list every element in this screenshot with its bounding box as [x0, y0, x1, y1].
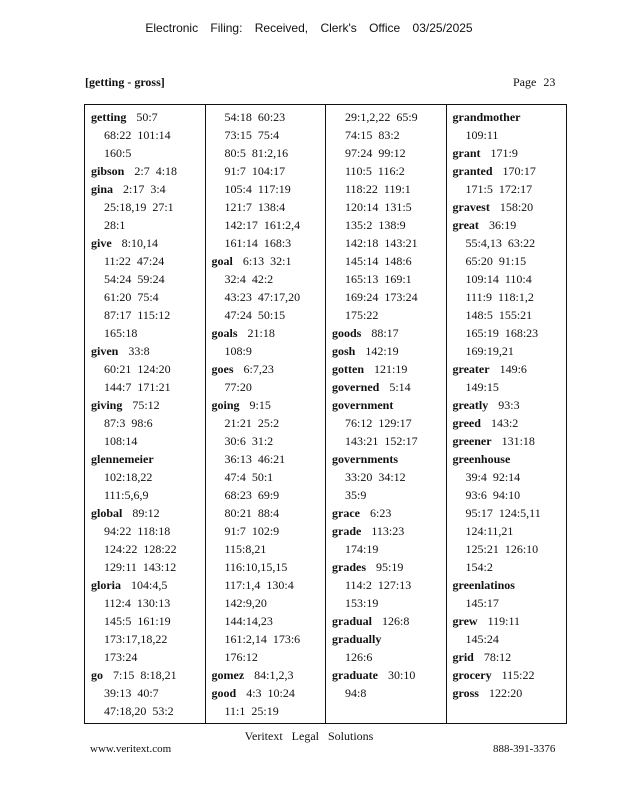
index-term: gina	[91, 182, 114, 196]
index-term: give	[91, 236, 112, 250]
index-term: goods	[332, 326, 362, 340]
index-entry	[453, 648, 567, 666]
index-term: greater	[452, 362, 490, 376]
index-refs-line: 47:24 50:15	[224, 308, 286, 322]
index-refs: 6:23	[369, 506, 392, 520]
index-term: given	[91, 344, 119, 358]
word-index-table	[84, 104, 567, 724]
index-entry	[91, 180, 205, 198]
index-refs-line: 161:2,14 173:6	[224, 632, 301, 646]
index-refs-line: 47:4 50:1	[224, 470, 274, 484]
index-refs: 21:18	[247, 326, 275, 340]
index-entry	[453, 576, 567, 594]
index-entry	[332, 450, 446, 468]
index-refs-line: 39:4 92:14	[465, 470, 521, 484]
index-refs-line: 165:13 169:1	[345, 272, 412, 286]
index-refs-line: 28:1	[104, 218, 126, 232]
index-term: grant	[452, 146, 481, 160]
index-refs: 6:13 32:1	[242, 254, 292, 268]
index-refs-line: 169:24 173:24	[345, 290, 418, 304]
index-refs: 171:9	[490, 146, 518, 160]
index-refs-line: 173:17,18,22	[104, 632, 168, 646]
index-refs: 84:1,2,3	[254, 668, 294, 682]
index-refs-line: 118:22 119:1	[345, 182, 411, 196]
index-refs-line: 176:12	[224, 650, 258, 664]
index-refs-line: 160:5	[104, 146, 132, 160]
index-entry	[212, 684, 326, 702]
index-refs-line: 65:20 91:15	[465, 254, 527, 268]
index-refs: 36:19	[488, 218, 517, 232]
index-refs-line: 21:21 25:2	[224, 416, 280, 430]
index-term: greed	[452, 416, 481, 430]
index-refs-line: 149:15	[465, 380, 499, 394]
index-refs-line: 142:17 161:2,4	[224, 218, 301, 232]
index-entry	[453, 432, 567, 450]
index-entry	[212, 324, 326, 342]
index-term: grades	[332, 560, 366, 574]
index-entry	[332, 666, 446, 684]
index-refs-line: 173:24	[104, 650, 138, 664]
index-entry	[212, 360, 326, 378]
index-refs: 93:3	[498, 398, 520, 412]
index-refs-line: 117:1,4 130:4	[224, 578, 294, 592]
footer-phone: 888-391-3376	[493, 743, 556, 755]
index-refs: 158:20	[499, 200, 534, 214]
index-refs-line: 124:22 128:22	[104, 542, 177, 556]
index-range: [getting - gross]	[85, 75, 165, 89]
index-refs-line: 171:5 172:17	[465, 182, 533, 196]
index-refs-line: 153:19	[345, 596, 379, 610]
index-refs-line: 111:9 118:1,2	[465, 290, 534, 304]
index-refs-line: 116:10,15,15	[224, 560, 288, 574]
index-term: grid	[452, 650, 474, 664]
index-refs-line: 126:6	[345, 650, 373, 664]
index-refs: 143:2	[490, 416, 519, 430]
index-term: government	[332, 398, 394, 412]
index-entry	[453, 198, 567, 216]
index-entry	[453, 360, 567, 378]
index-refs-line: 145:14 148:6	[345, 254, 412, 268]
index-entry	[91, 666, 205, 684]
index-refs-line: 165:18	[104, 326, 138, 340]
index-refs-line: 110:5 116:2	[345, 164, 405, 178]
index-entry	[332, 612, 446, 630]
index-entry	[453, 108, 567, 126]
index-term: glennemeier	[91, 452, 154, 466]
index-refs-line: 25:18,19 27:1	[104, 200, 174, 214]
index-term: goes	[211, 362, 234, 376]
index-entry	[453, 396, 567, 414]
index-refs-line: 165:19 168:23	[465, 326, 539, 340]
index-refs: 88:17	[371, 326, 399, 340]
index-refs: 9:15	[249, 398, 271, 412]
index-entry	[453, 216, 567, 234]
index-refs-line: 111:5,6,9	[104, 488, 149, 502]
index-refs-line: 142:18 143:21	[345, 236, 418, 250]
index-refs-line: 125:21 126:10	[465, 542, 539, 556]
index-refs-line: 61:20 75:4	[104, 290, 159, 304]
index-refs-line: 120:14 131:5	[345, 200, 412, 214]
index-term: greenlatinos	[452, 578, 515, 592]
index-refs: 89:12	[132, 506, 160, 520]
index-entry	[91, 234, 205, 252]
index-term: gloria	[91, 578, 121, 592]
index-refs-line: 55:4,13 63:22	[465, 236, 536, 250]
index-entry	[453, 684, 567, 702]
index-entry	[332, 504, 446, 522]
index-term: greener	[452, 434, 492, 448]
index-term: good	[211, 686, 237, 700]
index-term: gross	[452, 686, 479, 700]
index-refs-line: 77:20	[224, 380, 252, 394]
index-refs-line: 112:4 130:13	[104, 596, 171, 610]
index-refs-line: 43:23 47:17,20	[224, 290, 301, 304]
index-refs: 75:12	[132, 398, 160, 412]
index-entry	[332, 342, 446, 360]
index-refs: 8:10,14	[121, 236, 159, 250]
index-term: goals	[211, 326, 238, 340]
index-entry	[91, 108, 205, 126]
index-term: gomez	[211, 668, 245, 682]
index-refs: 170:17	[502, 164, 536, 178]
index-entry	[212, 396, 326, 414]
index-refs-line: 143:21 152:17	[345, 434, 418, 448]
index-entry	[332, 378, 446, 396]
index-term: graduate	[332, 668, 378, 682]
index-term: goal	[211, 254, 233, 268]
index-entry	[332, 360, 446, 378]
index-term: grocery	[452, 668, 492, 682]
index-refs: 149:6	[499, 362, 527, 376]
index-term: gotten	[332, 362, 364, 376]
index-refs-line: 169:19,21	[465, 344, 514, 358]
index-refs-line: 11:1 25:19	[224, 704, 279, 718]
index-term: governments	[332, 452, 398, 466]
index-refs-line: 30:6 31:2	[224, 434, 274, 448]
index-refs-line: 154:2	[465, 560, 493, 574]
index-refs-line: 145:24	[465, 632, 499, 646]
index-refs-line: 124:11,21	[465, 524, 514, 538]
index-refs-line: 174:19	[345, 542, 379, 556]
index-refs-line: 129:11 143:12	[104, 560, 177, 574]
index-refs-line: 29:1,2,22 65:9	[345, 110, 418, 124]
index-refs: 30:10	[388, 668, 416, 682]
index-refs-line: 145:5 161:19	[104, 614, 171, 628]
index-refs-line: 47:18,20 53:2	[104, 704, 174, 718]
index-refs-line: 94:22 118:18	[104, 524, 171, 538]
index-refs-line: 80:5 81:2,16	[224, 146, 289, 160]
index-refs: 4:3 10:24	[246, 686, 295, 700]
index-entry	[332, 396, 446, 414]
index-term: gosh	[332, 344, 356, 358]
index-refs-line: 32:4 42:2	[224, 272, 274, 286]
index-column-1	[85, 105, 206, 723]
index-refs: 119:11	[487, 614, 521, 628]
index-refs-line: 144:14,23	[224, 614, 273, 628]
index-refs: 142:19	[365, 344, 399, 358]
page-number: Page 23	[513, 75, 556, 89]
index-refs-line: 109:14 110:4	[465, 272, 532, 286]
index-refs-line: 161:14 168:3	[224, 236, 292, 250]
index-refs-line: 80:21 88:4	[224, 506, 280, 520]
index-refs: 33:8	[128, 344, 150, 358]
index-entry	[212, 666, 326, 684]
index-term: giving	[91, 398, 123, 412]
index-refs-line: 105:4 117:19	[224, 182, 291, 196]
index-entry	[332, 630, 446, 648]
index-entry	[212, 252, 326, 270]
index-refs-line: 68:23 69:9	[224, 488, 280, 502]
footer-company: Veritext Legal Solutions	[244, 729, 374, 743]
index-refs: 126:8	[382, 614, 410, 628]
index-refs-line: 148:5 155:21	[465, 308, 533, 322]
index-entry	[91, 342, 205, 360]
index-entry	[91, 576, 205, 594]
index-refs-line: 109:11	[465, 128, 499, 142]
index-refs: 5:14	[389, 380, 411, 394]
index-refs-line: 102:18,22	[104, 470, 153, 484]
index-refs-line: 11:22 47:24	[104, 254, 165, 268]
index-term: great	[452, 218, 479, 232]
index-term: grew	[452, 614, 478, 628]
index-refs: 104:4,5	[131, 578, 168, 592]
index-refs: 6:7,23	[243, 362, 274, 376]
index-term: grace	[332, 506, 360, 520]
index-refs-line: 36:13 46:21	[224, 452, 286, 466]
index-refs-line: 142:9,20	[224, 596, 267, 610]
index-term: getting	[91, 110, 127, 124]
index-term: going	[211, 398, 240, 412]
index-entry	[332, 324, 446, 342]
index-entry	[91, 504, 205, 522]
index-term: granted	[452, 164, 493, 178]
index-term: gradual	[332, 614, 373, 628]
index-refs-line: 39:13 40:7	[104, 686, 159, 700]
index-refs: 2:7 4:18	[134, 164, 178, 178]
index-refs: 115:22	[501, 668, 535, 682]
index-refs-line: 60:21 124:20	[104, 362, 171, 376]
index-refs-line: 91:7 102:9	[224, 524, 280, 538]
index-refs-line: 54:24 59:24	[104, 272, 165, 286]
index-term: gibson	[91, 164, 125, 178]
index-refs: 50:7	[136, 110, 158, 124]
index-term: global	[91, 506, 123, 520]
index-refs: 121:19	[374, 362, 408, 376]
index-refs-line: 145:17	[465, 596, 499, 610]
index-refs-line: 87:17 115:12	[104, 308, 171, 322]
index-column-4	[447, 105, 567, 723]
index-refs-line: 144:7 171:21	[104, 380, 171, 394]
index-term: greatly	[452, 398, 489, 412]
index-refs-line: 74:15 83:2	[345, 128, 400, 142]
index-entry	[453, 666, 567, 684]
index-entry	[91, 162, 205, 180]
index-refs: 7:15 8:18,21	[113, 668, 177, 682]
index-entry	[453, 144, 567, 162]
index-refs-line: 68:22 101:14	[104, 128, 171, 142]
index-term: grade	[332, 524, 362, 538]
index-refs-line: 115:8,21	[224, 542, 267, 556]
index-refs: 2:17 3:4	[123, 182, 166, 196]
index-column-2	[206, 105, 327, 723]
index-refs-line: 54:18 60:23	[224, 110, 286, 124]
index-refs-line: 35:9	[345, 488, 367, 502]
index-refs-line: 76:12 129:17	[345, 416, 412, 430]
index-refs: 122:20	[488, 686, 523, 700]
index-entry	[453, 162, 567, 180]
index-refs: 131:18	[501, 434, 535, 448]
index-refs-line: 73:15 75:4	[224, 128, 280, 142]
filing-stamp: Electronic Filing: Received, Clerk's Office 03/25/2025	[145, 21, 473, 35]
index-refs-line: 175:22	[345, 308, 379, 322]
index-refs-line: 93:6 94:10	[465, 488, 521, 502]
index-refs: 78:12	[483, 650, 512, 664]
index-refs: 95:19	[376, 560, 404, 574]
index-entry	[453, 450, 567, 468]
index-column-3	[326, 105, 447, 723]
index-refs-line: 97:24 99:12	[345, 146, 406, 160]
index-entry	[91, 396, 205, 414]
index-refs-line: 95:17 124:5,11	[465, 506, 541, 520]
index-entry	[332, 558, 446, 576]
index-term: greenhouse	[452, 452, 511, 466]
index-refs-line: 108:9	[224, 344, 252, 358]
index-term: gravest	[452, 200, 490, 214]
index-entry	[332, 522, 446, 540]
index-refs-line: 121:7 138:4	[224, 200, 286, 214]
index-entry	[91, 450, 205, 468]
index-entry	[453, 612, 567, 630]
index-refs-line: 135:2 138:9	[345, 218, 406, 232]
index-entry	[453, 414, 567, 432]
index-refs-line: 33:20 34:12	[345, 470, 406, 484]
index-refs: 113:23	[371, 524, 405, 538]
index-refs-line: 91:7 104:17	[224, 164, 286, 178]
index-refs-line: 108:14	[104, 434, 138, 448]
index-term: gradually	[332, 632, 382, 646]
footer-website: www.veritext.com	[90, 743, 172, 755]
index-term: governed	[332, 380, 380, 394]
index-term: grandmother	[452, 110, 521, 124]
index-term: go	[91, 668, 103, 682]
index-refs-line: 87:3 98:6	[104, 416, 153, 430]
index-refs-line: 114:2 127:13	[345, 578, 412, 592]
index-refs-line: 94:8	[345, 686, 367, 700]
